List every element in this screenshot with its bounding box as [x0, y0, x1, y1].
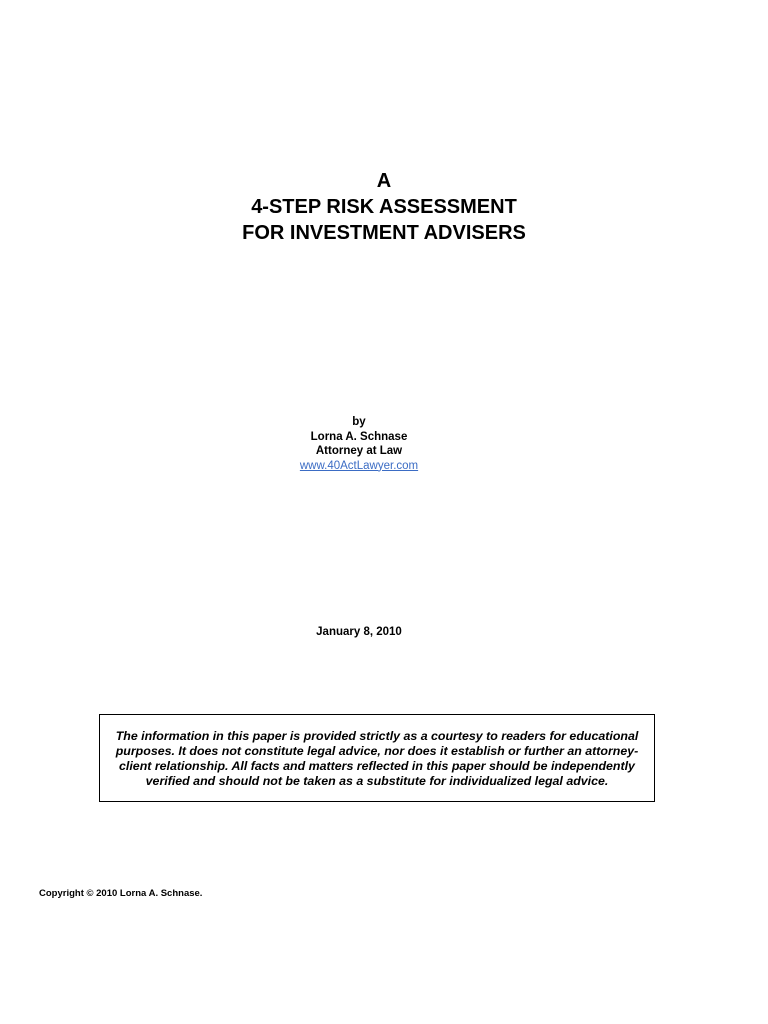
copyright-notice: Copyright © 2010 Lorna A. Schnase.: [39, 888, 203, 899]
website-link[interactable]: www.40ActLawyer.com: [299, 459, 419, 472]
title-line-sub: FOR INVESTMENT ADVISERS: [242, 222, 526, 244]
disclaimer-text: The information in this paper is provided strictly as a courtesy to readers for educational purposes. It does not constitute legal advice, nor does it establish or further an attorney-client relationship. All facts and matters reflected in this paper should be independently verified and should not be taken as a substitute for individualized legal advice.: [115, 729, 639, 788]
title-line-article: A: [376, 170, 392, 192]
author-role: Attorney at Law: [315, 445, 403, 457]
document-date: January 8, 2010: [316, 626, 402, 638]
byline-by: by: [352, 416, 366, 428]
disclaimer-box: [99, 714, 655, 802]
document-title: [0, 168, 768, 246]
author-name: Lorna A. Schnase: [310, 430, 408, 443]
author-block: [0, 415, 718, 473]
title-line-main: 4-STEP RISK ASSESSMENT: [251, 196, 517, 218]
